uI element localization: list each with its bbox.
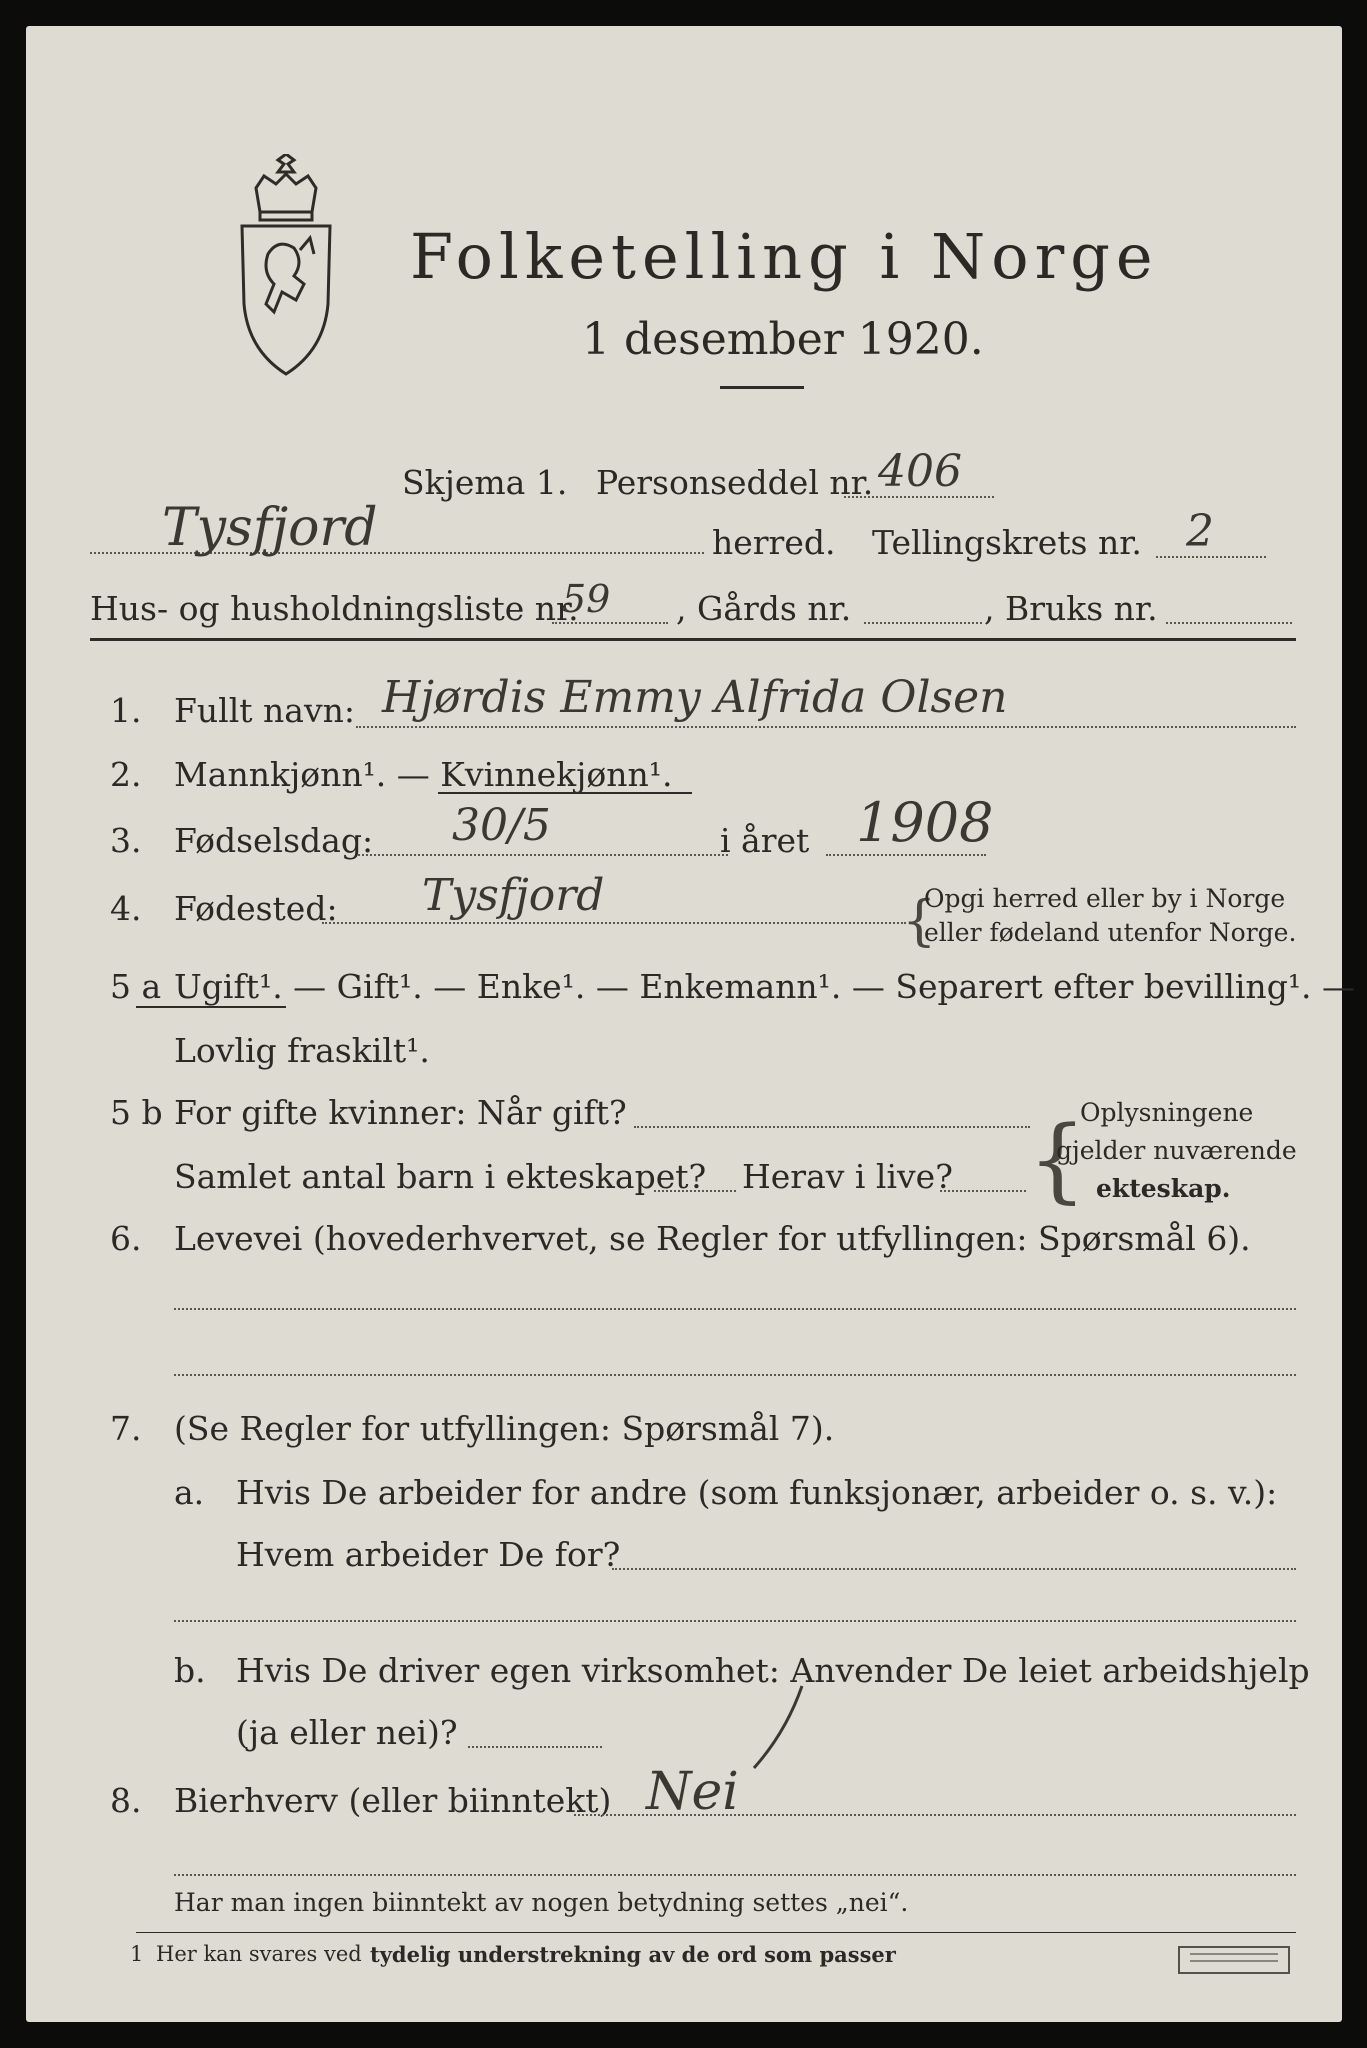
occupation-label: Levevei (hovederhvervet, se Regler for utfyllingen: Spørsmål 6). xyxy=(174,1219,1251,1258)
year-label: i året xyxy=(720,821,810,860)
q5b-number: 5 b xyxy=(110,1093,163,1132)
q4-label: Fødested: xyxy=(174,889,338,928)
q7a-text-2: Hvem arbeider De for? xyxy=(236,1535,621,1574)
q7-number: 7. xyxy=(110,1409,142,1448)
q1-label: Fullt navn: xyxy=(174,691,355,730)
header-rule xyxy=(90,638,1296,641)
sex-options: Mannkjønn¹. — Kvinnekjønn¹. xyxy=(174,755,673,794)
census-date: 1 desember 1920. xyxy=(582,314,984,365)
hired-help-field[interactable] xyxy=(468,1746,602,1748)
bruks-label: , Bruks nr. xyxy=(984,589,1158,628)
birthplace-note-1: Opgi herred eller by i Norge xyxy=(924,884,1286,913)
alive-label: Herav i live? xyxy=(742,1157,953,1196)
pen-stroke xyxy=(746,1682,806,1772)
birthdate-value[interactable]: 30/5 xyxy=(452,800,551,851)
side-income-label: Bierhverv (eller biinntekt) xyxy=(174,1781,612,1820)
schema-label: Skjema 1. xyxy=(402,463,568,502)
side-income-value[interactable]: Nei xyxy=(646,1762,739,1822)
footnote-mark: 1 xyxy=(130,1942,144,1966)
married-when-label: For gifte kvinner: Når gift? xyxy=(174,1093,627,1132)
footnote-bold: tydelig understrekning av de ord som passer xyxy=(370,1942,896,1967)
marriage-note-2: gjelder nuværende xyxy=(1056,1136,1297,1165)
q3-number: 3. xyxy=(110,821,142,860)
q7b-text-2: (ja eller nei)? xyxy=(236,1713,458,1752)
marital-options-2: Lovlig fraskilt¹. xyxy=(174,1031,430,1070)
q1-number: 1. xyxy=(110,691,142,730)
herred-value[interactable]: Tysfjord xyxy=(162,498,378,558)
q6-number: 6. xyxy=(110,1219,142,1258)
form-title: Folketelling i Norge xyxy=(410,220,1159,293)
q7a-number: a. xyxy=(174,1473,205,1512)
ugift-underline xyxy=(136,1006,286,1008)
footnote-text: Her kan svares ved xyxy=(156,1942,362,1966)
norwegian-coat-of-arms-icon xyxy=(238,154,334,378)
birthplace-note-2: eller fødeland utenfor Norge. xyxy=(924,918,1297,947)
footer-rule xyxy=(136,1932,1296,1933)
husliste-value[interactable]: 59 xyxy=(562,577,611,621)
kvinnekjonn-underline xyxy=(438,792,692,794)
q3-label: Fødselsdag: xyxy=(174,821,374,860)
personseddel-value[interactable]: 406 xyxy=(878,446,962,497)
q7-text: (Se Regler for utfyllingen: Spørsmål 7). xyxy=(174,1409,835,1448)
birth-year-value[interactable]: 1908 xyxy=(856,791,994,854)
q5a-number: 5 a xyxy=(110,967,162,1006)
occupation-line-2[interactable] xyxy=(174,1374,1296,1376)
husliste-label: Hus- og husholdningsliste nr. xyxy=(90,589,579,628)
q7b-number: b. xyxy=(174,1651,206,1690)
census-form: Folketelling i Norge 1 desember 1920. Skjema 1. Personseddel nr. 406 Tysfjord herred. Tellingskrets nr. 2 Hus- og husholdningsliste nr. 59 , Gårds nr. , Bruks nr. 1. Fullt navn: Hjørdis Emmy Alfrida Olsen 2. Mannkjønn¹. — Kvinnekjønn¹. 3. Fødselsdag: 30/5 i året 1908 4. Fødested: Tysfjord { Opgi herred eller by i Norge eller fødeland utenfor Norge. 5 a Ugift¹. — Gift¹. — Enke¹. — Enkemann¹. — Separert efter bevilling¹. — Lovlig fraskilt¹. 5 b For gifte kvinner: Når gift? Samlet antal barn i ekteskapet? Herav i live? { Oplysningene gjelder nuværende ekteskap. 6. Levevei (hovederhvervet, se Regler for utfyllingen: Spørsmål 6). 7. (Se Regler for utfyllingen: Spørsmål 7). a. Hvis De arbeider for andre (som funksjonær, arbeider o. s. v.): Hvem arbeider De for? b. Hvis De driver egen virksomhet: Anvender De leiet arbeidshjelp (ja eller nei)? 8. Bierhverv (eller biinntekt) Nei Har man ingen biinntekt av nogen betydning settes „nei“. 1 Her kan svares ved tydelig understrekning av de ord som passer xyxy=(26,26,1342,2022)
personseddel-label: Personseddel nr. xyxy=(596,463,874,502)
birthplace-value[interactable]: Tysfjord xyxy=(422,870,605,921)
printer-stamp xyxy=(1178,1946,1290,1974)
marital-options: Ugift¹. — Gift¹. — Enke¹. — Enkemann¹. — Separert efter bevilling¹. — xyxy=(174,967,1356,1006)
occupation-line-1[interactable] xyxy=(174,1308,1296,1310)
footer-note: Har man ingen biinntekt av nogen betydning settes „nei“. xyxy=(174,1888,909,1917)
marriage-note-1: Oplysningene xyxy=(1080,1098,1254,1127)
title-divider xyxy=(720,386,804,389)
gards-label: , Gårds nr. xyxy=(676,589,852,628)
employer-field[interactable] xyxy=(612,1568,1296,1570)
q8-number: 8. xyxy=(110,1781,142,1820)
full-name-value[interactable]: Hjørdis Emmy Alfrida Olsen xyxy=(382,672,1008,723)
q7b-text: Hvis De driver egen virksomhet: Anvender De leiet arbeidshjelp xyxy=(236,1651,1310,1690)
tellingskrets-label: Tellingskrets nr. xyxy=(872,523,1142,562)
children-label: Samlet antal barn i ekteskapet? xyxy=(174,1157,707,1196)
tellingskrets-value[interactable]: 2 xyxy=(1186,506,1214,557)
marriage-note-3: ekteskap. xyxy=(1096,1174,1231,1203)
herred-label: herred. xyxy=(712,523,836,562)
q2-number: 2. xyxy=(110,755,142,794)
q4-number: 4. xyxy=(110,889,142,928)
q7a-text: Hvis De arbeider for andre (som funksjonær, arbeider o. s. v.): xyxy=(236,1473,1278,1512)
